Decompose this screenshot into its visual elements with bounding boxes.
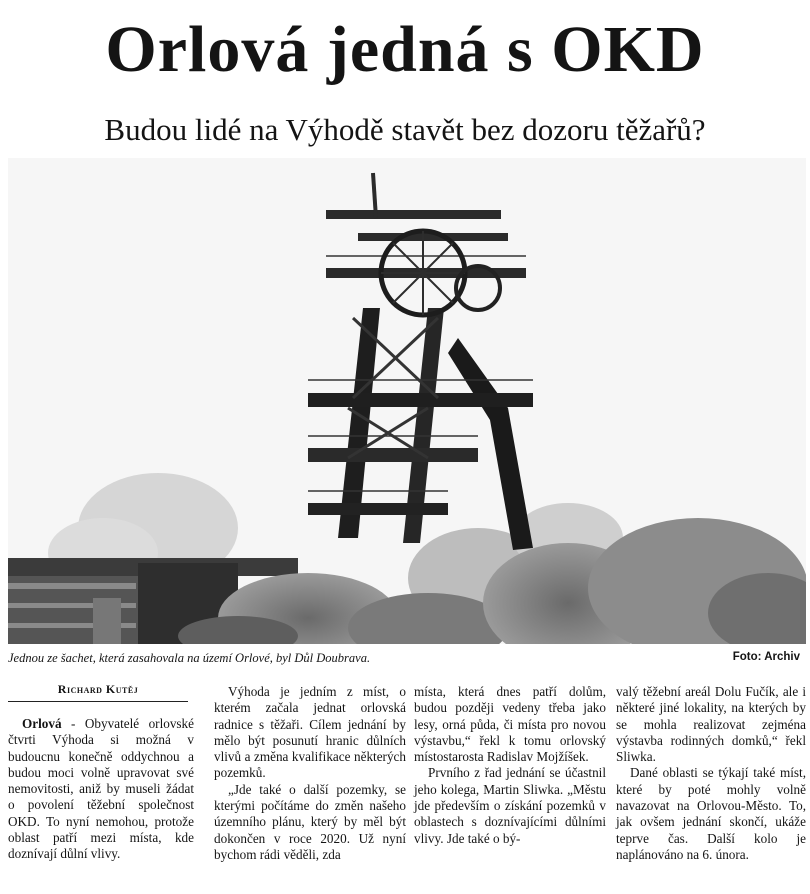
article-paragraph: místa, která dnes patří dolům, budou později vedeny třeba jako lesy, orná půda, či místa pro novou výstavbu,“ řekl k tomu orlovský místostarosta Radislav Mojžíšek.	[414, 684, 606, 765]
article-paragraph: Výhoda je jedním z míst, o kterém začala jednat orlovská radnice s těžaři. Cílem jednání by mělo být posunutí hranic důlních vlivů a změna kvalifikace některých pozemků.	[214, 684, 406, 781]
article-paragraph	[8, 716, 194, 863]
article-column-1	[8, 716, 194, 863]
article-paragraph: valý těžební areál Dolu Fučík, ale i některé jiné lokality, na kterých by se mohla realizovat zejména výstavba rodinných domků,“ řekl Sliwka.	[616, 684, 806, 765]
photo-credit: Foto: Archiv	[732, 651, 800, 663]
article-column-3	[414, 684, 606, 847]
headline: Orlová jedná s OKD	[105, 13, 705, 86]
mine-headframe-photo	[8, 158, 806, 644]
article-paragraph: Dané oblasti se týkají také míst, které by poté mohly volně navazovat na Orlovou-Město. To, jak ovšem jednání skončí, ukáže teprve čas. Další kolo je naplánováno na 6. února.	[616, 765, 806, 862]
photo-caption: Jednou ze šachet, která zasahovala na území Orlové, byl Důl Doubrava.	[8, 651, 371, 665]
dateline: Orlová	[22, 716, 62, 731]
author-byline: Richard Kutěj	[8, 682, 188, 702]
subheadline: Budou lidé na Výhodě stavět bez dozoru těžařů?	[104, 112, 706, 147]
article-column-2	[214, 684, 406, 863]
article-paragraph: „Jde také o další pozemky, se kterými počítáme do změn našeho územního plánu, který by měl být dokončen v roce 2020. Už nyní bychom rádi věděli, zda	[214, 781, 406, 862]
paragraph-text: - Obyvatelé orlovské čtvrti Výhoda si možná v budoucnu konečně oddychnou a budou moci volně upravovat své nemovitosti, aniž by museli žádat o povolení těžební společnost OKD. To nyní nemohou, protože oblast patří mezi místa, kde doznívají důlní vlivy.	[8, 716, 194, 862]
article-paragraph: Prvního z řad jednání se účastnil jeho kolega, Martin Sliwka. „Městu jde především o získání pozemků v oblastech s doznívajícími důlními vlivy. Jde také o bý-	[414, 765, 606, 846]
article-column-4	[616, 684, 806, 863]
